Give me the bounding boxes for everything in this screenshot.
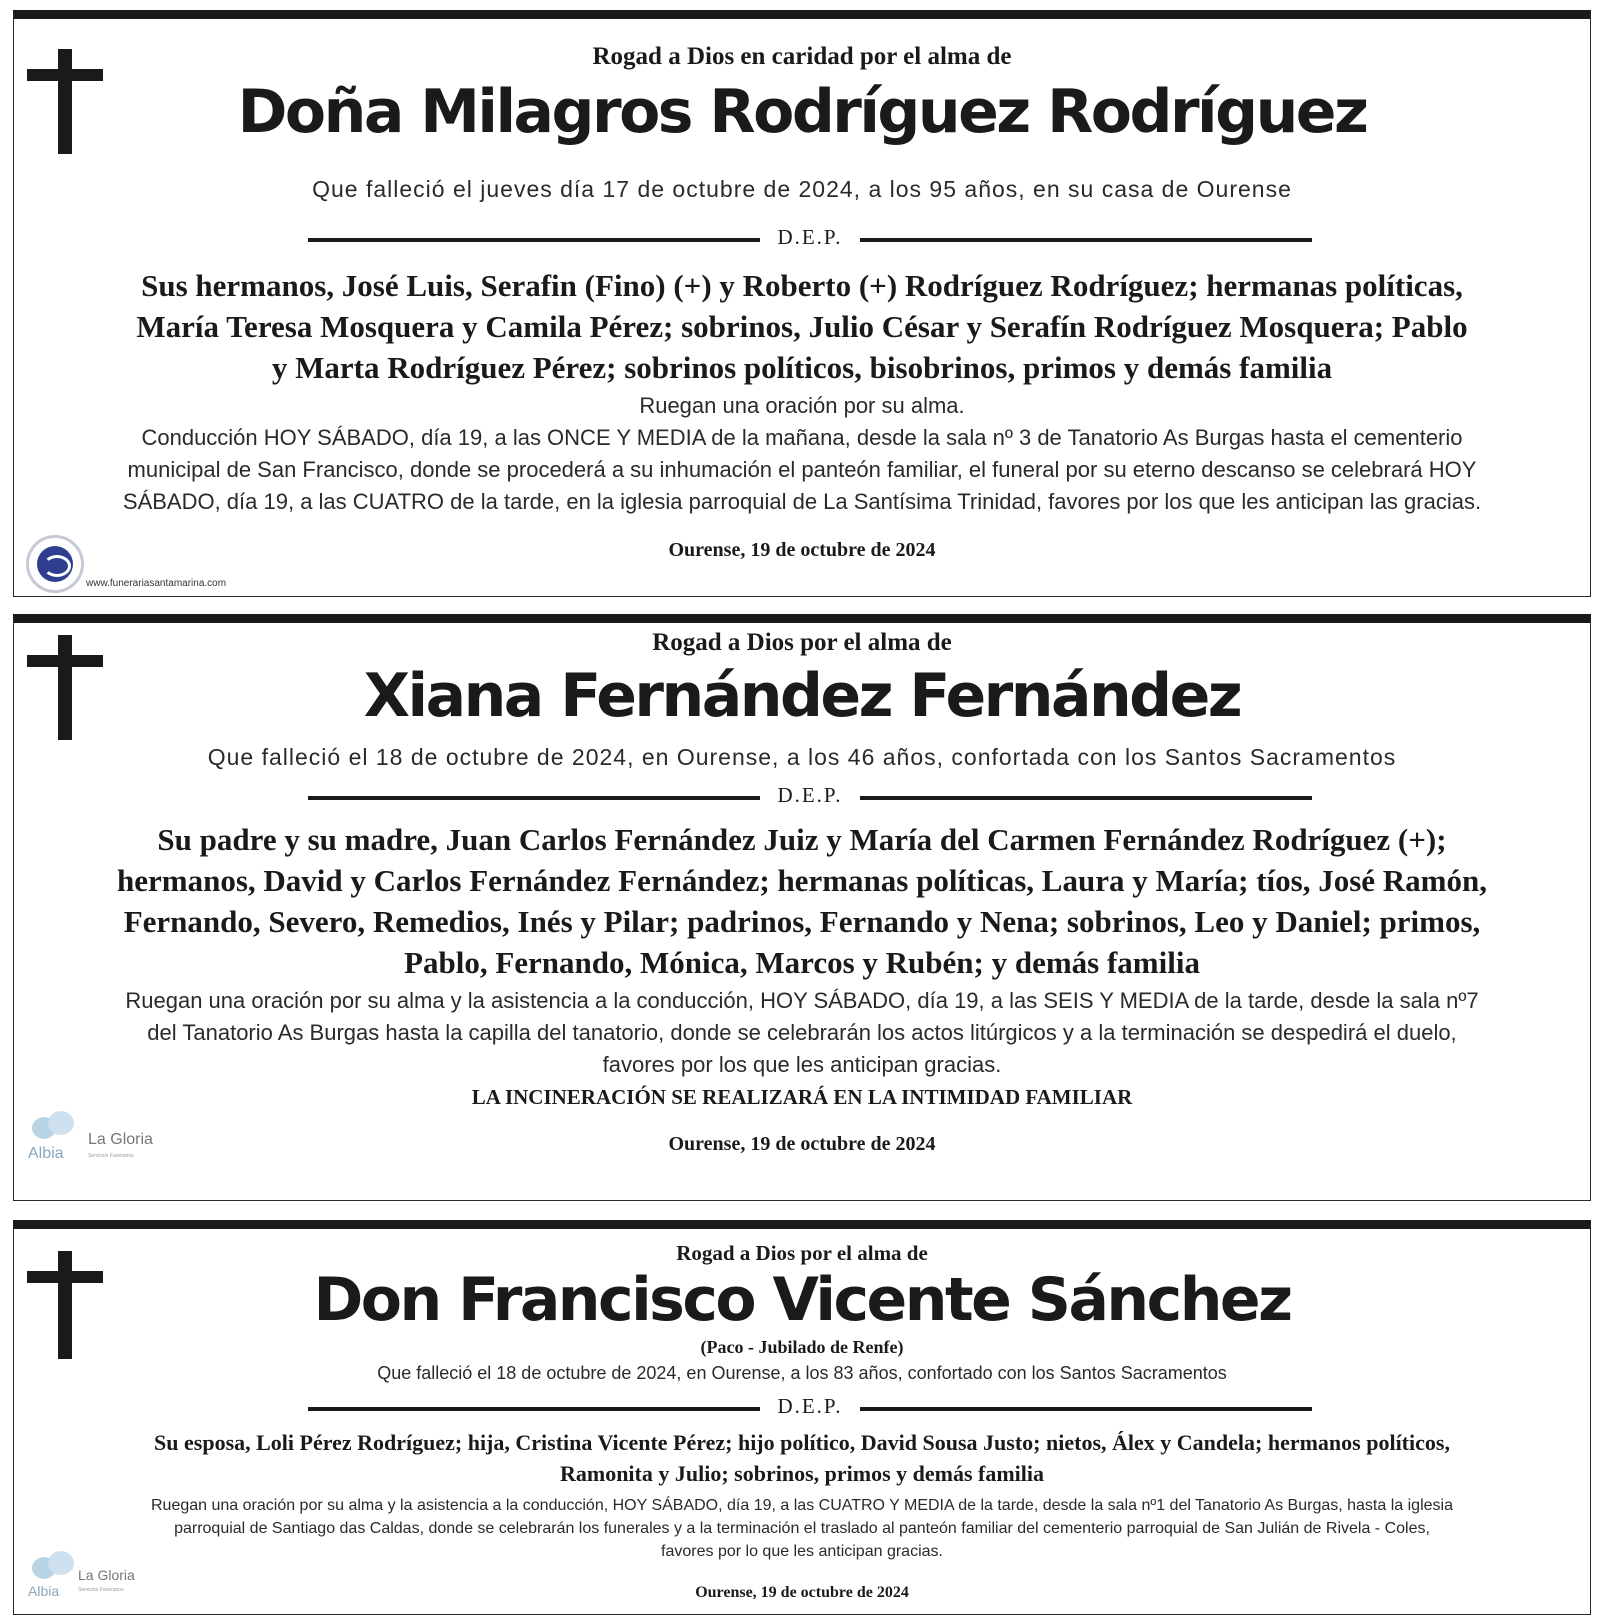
death-details: Que falleció el 18 de octubre de 2024, en Ourense, a los 46 años, confortada con los Santos Sacramentos	[207, 744, 1397, 770]
obituary-notice-1	[13, 10, 1591, 597]
dep-divider	[14, 782, 1590, 812]
info-line: Conducción HOY SÁBADO, día 19, a las ONCE Y MEDIA de la mañana, desde la sala nº 3 de Tanatorio As Burgas hasta el cementerio	[141, 425, 1463, 450]
info-line: favores por los que les anticipan gracias.	[602, 1052, 1002, 1077]
dep-label: D.E.P.	[777, 225, 843, 249]
logo-sub: Servicios Funerarios	[88, 1153, 134, 1159]
notice-intro: Rogad a Dios en caridad por el alma de	[592, 43, 1012, 70]
family-line: hermanos, David y Carlos Fernández Fernández; hermanas políticas, Laura y María; tíos, José Ramón,	[117, 863, 1487, 898]
info-line: municipal de San Francisco, donde se procederá a su inhumación el panteón familiar, el funeral por su eterno descanso se celebrará HOY	[127, 457, 1477, 482]
family-line: Pablo, Fernando, Mónica, Marcos y Rubén; y demás familia	[404, 945, 1200, 980]
obituary-notice-2	[13, 614, 1591, 1201]
logo-sub: Servicios Funerarios	[78, 1587, 124, 1593]
albia-la-gloria-logo	[28, 1551, 178, 1611]
family-line: María Teresa Mosquera y Camila Pérez; sobrinos, Julio César y Serafín Rodríguez Mosquera; Pablo	[136, 309, 1468, 344]
family-line: Ramonita y Julio; sobrinos, primos y demás familia	[559, 1461, 1045, 1486]
place-date: Ourense, 19 de octubre de 2024	[668, 1133, 936, 1155]
logo-name: La Gloria	[88, 1131, 153, 1148]
ceremony-info	[54, 985, 1550, 1081]
info-line: SÁBADO, día 19, a las CUATRO de la tarde, en la iglesia parroquial de La Santísima Trinidad, favores por los que les anticipan las gracias.	[122, 489, 1482, 514]
prayer-request: Ruegan una oración por su alma.	[639, 393, 965, 418]
info-line: Ruegan una oración por su alma y la asistencia a la conducción, HOY SÁBADO, día 19, a las SEIS Y MEDIA de la tarde, desde la sala nº7	[125, 988, 1479, 1013]
logo-brand: Albia	[28, 1145, 64, 1162]
dep-divider	[14, 1393, 1590, 1423]
family-line: Su padre y su madre, Juan Carlos Fernández Juiz y María del Carmen Fernández Rodríguez (+);	[157, 822, 1447, 857]
deceased-name: Doña Milagros Rodríguez Rodríguez	[237, 77, 1367, 147]
info-line: del Tanatorio As Burgas hasta la capilla del tanatorio, donde se celebrarán los actos litúrgicos y a la terminación se despedirá el duelo,	[147, 1020, 1457, 1045]
info-line: parroquial de Santiago das Caldas, donde se celebrarán los funerales y a la terminación el traslado al panteón familiar del cementerio parroquial de San Julián de Rivela - Coles,	[174, 1520, 1430, 1537]
cremation-notice: LA INCINERACIÓN SE REALIZARÁ EN LA INTIMIDAD FAMILIAR	[471, 1085, 1133, 1109]
place-date: Ourense, 19 de octubre de 2024	[668, 539, 936, 561]
funeraria-santamarina-logo	[26, 535, 84, 593]
death-details: Que falleció el jueves día 17 de octubre de 2024, a los 95 años, en su casa de Ourense	[312, 176, 1292, 202]
family-line: y Marta Rodríguez Pérez; sobrinos políticos, bisobrinos, primos y demás familia	[271, 350, 1333, 385]
ceremony-info	[54, 422, 1550, 518]
notice-intro: Rogad a Dios por el alma de	[676, 1241, 928, 1265]
family-list	[54, 819, 1550, 983]
dep-label: D.E.P.	[777, 1394, 843, 1418]
family-line: Sus hermanos, José Luis, Serafin (Fino) (+) y Roberto (+) Rodríguez Rodríguez; hermanas políticas,	[141, 268, 1463, 303]
dep-divider	[14, 224, 1590, 254]
notice-intro: Rogad a Dios por el alma de	[652, 629, 952, 656]
logo-name: La Gloria	[78, 1567, 135, 1583]
dep-label: D.E.P.	[777, 783, 843, 807]
info-line: Ruegan una oración por su alma y la asistencia a la conducción, HOY SÁBADO, día 19, a las CUATRO Y MEDIA de la tarde, desde la sala nº1 del Tanatorio As Burgas, hasta la iglesia	[151, 1497, 1453, 1514]
place-date: Ourense, 19 de octubre de 2024	[695, 1584, 909, 1601]
obituary-notice-3	[13, 1220, 1591, 1615]
family-list	[54, 265, 1550, 388]
funeral-home-url: www.funerariasantamarina.com	[86, 578, 227, 589]
info-line: favores por lo que les anticipan gracias.	[661, 1543, 943, 1560]
deceased-name: Xiana Fernández Fernández	[363, 661, 1241, 731]
family-line: Fernando, Severo, Remedios, Inés y Pilar; padrinos, Fernando y Nena; sobrinos, Leo y Daniel; primos,	[123, 904, 1481, 939]
logo-brand: Albia	[28, 1583, 60, 1599]
family-list	[54, 1427, 1550, 1489]
nickname: (Paco - Jubilado de Renfe)	[700, 1337, 904, 1357]
family-line: Su esposa, Loli Pérez Rodríguez; hija, Cristina Vicente Pérez; hijo político, David Sousa Justo; nietos, Álex y Candela; hermanos políticos,	[154, 1430, 1450, 1455]
deceased-name: Don Francisco Vicente Sánchez	[313, 1265, 1291, 1335]
ceremony-info	[54, 1494, 1550, 1563]
albia-la-gloria-logo	[28, 1111, 178, 1171]
death-details: Que falleció el 18 de octubre de 2024, en Ourense, a los 83 años, confortado con los Santos Sacramentos	[377, 1363, 1227, 1383]
